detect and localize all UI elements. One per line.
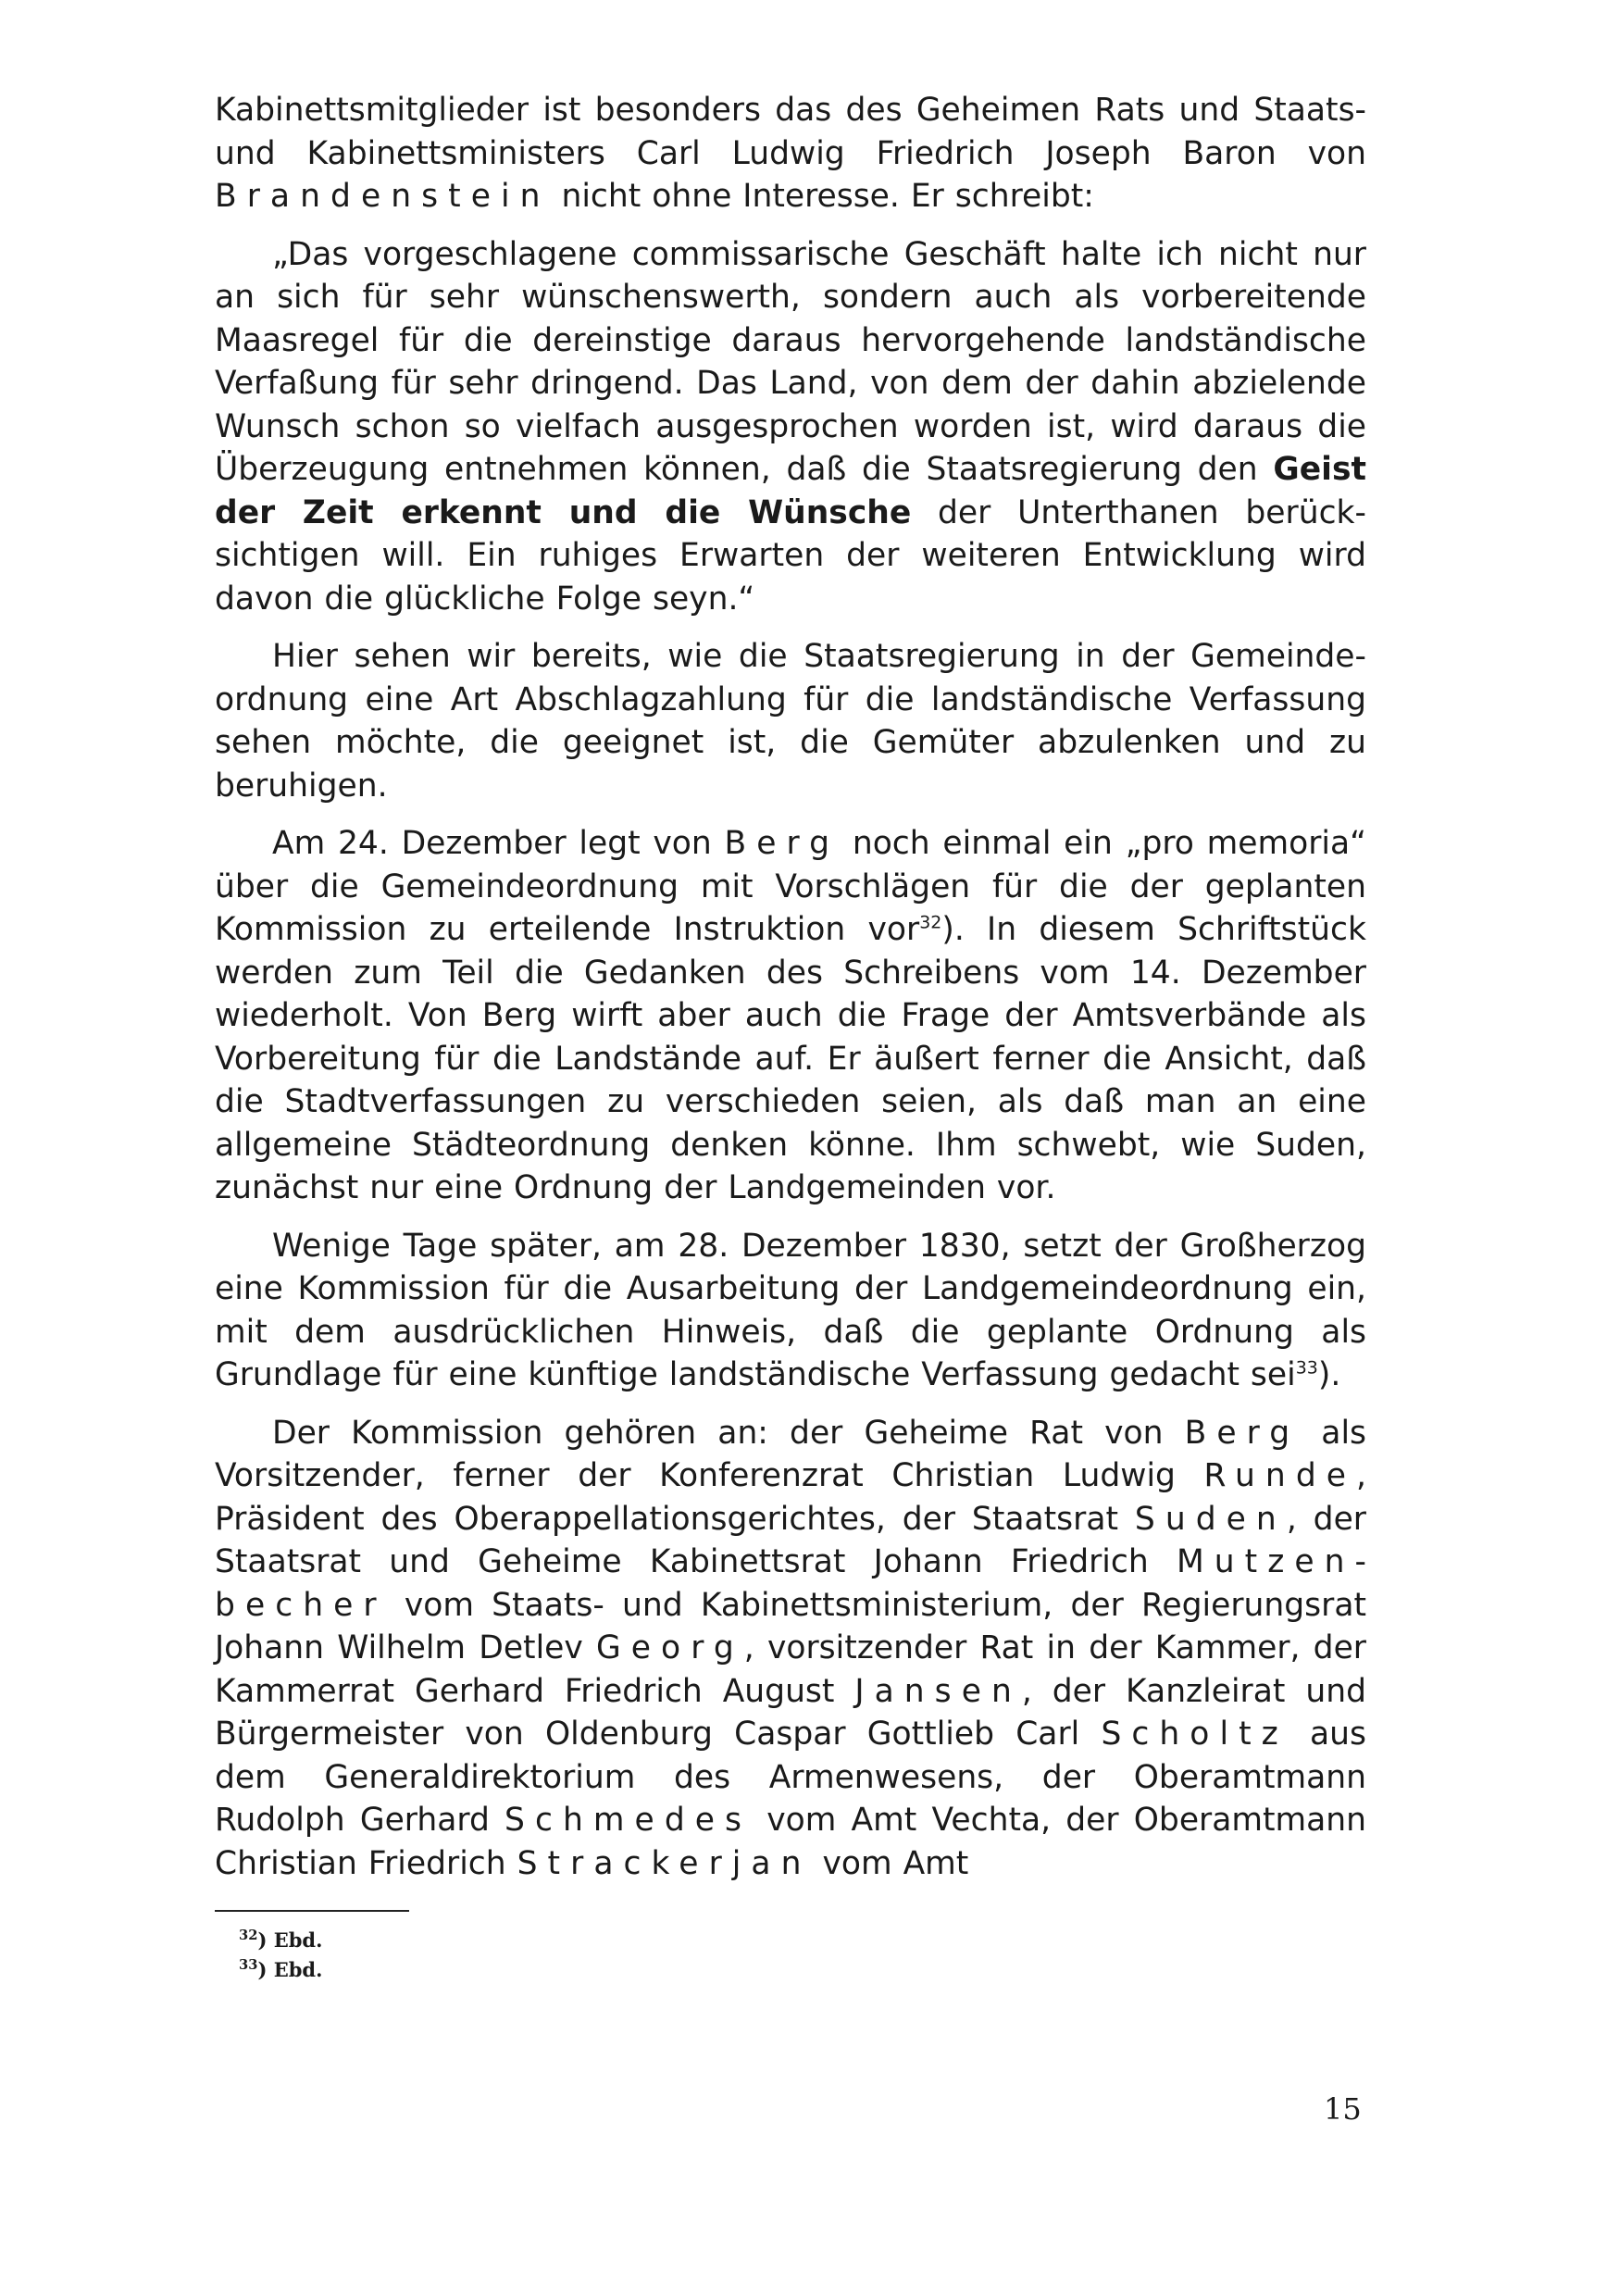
text-run: ). xyxy=(1317,1356,1341,1393)
text-run: aus dem Generaldirektorium des Armenwesens, der Oberamtmann Rudolph Gerhard xyxy=(215,1716,1366,1839)
text-run: vom Staats- und Kabinettsministerium, der Regierungsrat Johann Wilhelm Detlev xyxy=(215,1586,1366,1666)
footnotes xyxy=(239,1926,322,1985)
text-run: „Das vorgeschlagene commissarische Geschäft halte ich nicht nur an sich für sehr wünschenswerth, sondern auch als vorbereitende Maasregel für die dereinstige daraus hervorgehende landständische Verfaßung für sehr dringend. Das Land, von dem der dahin abzielende Wunsch schon so vielfach ausgesprochen worden ist, wird daraus die Überzeugung entnehmen können, daß die Staatsregierung den xyxy=(215,235,1366,488)
text-run: , Präsident des Oberappellationsgerichtes, der Staatsrat xyxy=(215,1457,1366,1538)
footnote-reference: 32 xyxy=(919,912,942,933)
text-run: vom Amt xyxy=(811,1844,969,1882)
text-run: nicht ohne Interesse. Er schreibt: xyxy=(550,178,1094,215)
text-run: ). In diesem Schriftstück werden zum Teil die Gedanken des Schreibens vom 14. Dezember wiederholt. Von Berg wirft aber auch die Frage der Amtsverbände als Vorbereitung für die Landstände auf. Er äußert ferner die Ansicht, daß die Stadtverfassungen zu verschieden seien, als daß man an eine allgemeine Städteordnung denken könne. Ihm schwebt, wie Suden, zunächst nur eine Ordnung der Landgemeinden vor. xyxy=(215,911,1366,1206)
text-run: Kabinettsmitglieder ist besonders das des Geheimen Rats und Staats- und Kabinettsministers Carl Ludwig Friedrich Joseph Baron von xyxy=(215,92,1366,172)
page-body xyxy=(215,89,1366,1885)
spaced-name: Scholtz xyxy=(1101,1716,1289,1753)
spaced-name: Schmedes xyxy=(505,1802,753,1839)
text-run: Wenige Tage später, am 28. Dezember 1830, setzt der Großherzog eine Kommission für die Ausarbeitung der Landgemeindeordnung ein, mit dem ausdrücklichen Hinweis, daß die geplante Ordnung als Grundlage für eine künftige landständische Verfassung gedacht sei xyxy=(215,1227,1366,1393)
spaced-name: Mutzenbecher xyxy=(215,1543,1366,1624)
text-run: Am 24. Dezember legt von xyxy=(272,825,725,862)
footnote-text: ) Ebd. xyxy=(257,1928,323,1952)
footnote-number: 33 xyxy=(239,1957,258,1973)
footnote-reference: 33 xyxy=(1295,1357,1318,1379)
text-run: , der Staatsrat und Geheime Kabinettsrat Johann Friedrich xyxy=(215,1500,1366,1580)
spaced-name: Brandenstein xyxy=(215,178,551,215)
footnote-number: 32 xyxy=(239,1928,258,1943)
spaced-name: Georg xyxy=(596,1629,744,1666)
text-run: vom Amt Vechta, der Oberamtmann Christian Friedrich xyxy=(215,1802,1366,1882)
text-run: als Vorsitzender, ferner der Konferenzrat Christian Ludwig xyxy=(215,1414,1367,1494)
spaced-name: Suden xyxy=(1134,1500,1287,1538)
paragraph-5 xyxy=(215,1225,1366,1397)
spaced-name: Berg xyxy=(1184,1414,1301,1452)
text-run: der Unterthanen berücksichtigen will. Ein ruhiges Erwarten der weiteren Entwicklung wird davon die glückliche Folge seyn.“ xyxy=(215,493,1366,618)
text-run: , vorsitzender Rat in der Kammer, der Kammerrat Gerhard Friedrich August xyxy=(215,1629,1366,1710)
footnote-divider xyxy=(215,1910,409,1912)
footnote-33 xyxy=(239,1955,322,1985)
paragraph-1 xyxy=(215,89,1366,218)
footnote-text: ) Ebd. xyxy=(257,1958,323,1981)
paragraph-2-quote xyxy=(215,233,1366,621)
spaced-name: Runde xyxy=(1203,1457,1357,1494)
text-run: , der Kanzleirat und Bürgermeister von Oldenburg Caspar Gottlieb Carl xyxy=(215,1672,1366,1753)
paragraph-4 xyxy=(215,822,1366,1210)
footnote-32 xyxy=(239,1926,322,1955)
text-run: Hier sehen wir bereits, wie die Staatsregierung in der Gemeindeordnung eine Art Abschlagzahlung für die landständische Verfassung sehen möchte, die geeignet ist, die Gemüter abzulenken und zu beruhigen. xyxy=(215,638,1366,805)
spaced-name: Berg xyxy=(724,825,841,862)
spaced-name: Jansen xyxy=(854,1672,1022,1710)
bold-text: Geist der Zeit erkennt und die Wünsche xyxy=(215,451,1366,531)
paragraph-6 xyxy=(215,1412,1366,1886)
paragraph-3 xyxy=(215,635,1366,807)
page-number: 15 xyxy=(1324,2091,1362,2127)
text-run: Der Kommission gehören an: der Geheime Rat von xyxy=(272,1414,1185,1452)
spaced-name: Strackerjan xyxy=(517,1844,812,1882)
text-run: noch einmal ein „pro memoria“ über die Gemeindeordnung mit Vorschlägen für die der geplanten Kommission zu erteilende Instruktion vor xyxy=(215,825,1367,948)
